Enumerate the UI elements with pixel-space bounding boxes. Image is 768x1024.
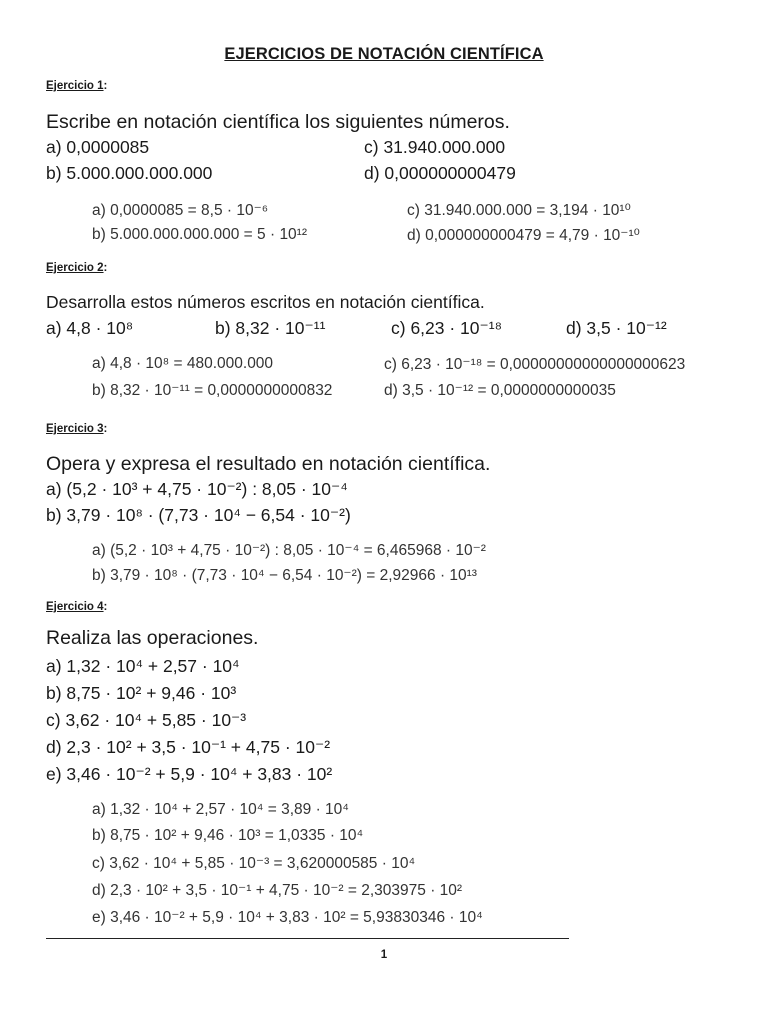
exercise-1-heading: Escribe en notación científica los siguientes números. [46,111,510,133]
exercise-4-item-e: e) 3,46 · 10⁻² + 5,9 · 10⁴ + 3,83 · 10² [46,764,333,784]
exercise-2-item-b: b) 8,32 · 10⁻¹¹ [215,318,326,338]
exercise-4-answer-e: e) 3,46 · 10⁻² + 5,9 · 10⁴ + 3,83 · 10² = 5,93830346 · 10⁴ [92,909,483,926]
exercise-1-label-text: Ejercicio 1 [46,80,104,92]
exercise-4-heading: Realiza las operaciones. [46,627,259,649]
exercise-3-item-a: a) (5,2 · 10³ + 4,75 · 10⁻²) : 8,05 · 10⁻⁴ [46,479,348,499]
exercise-2-heading: Desarrolla estos números escritos en notación científica. [46,292,485,312]
exercise-3-item-b: b) 3,79 · 10⁸ · (7,73 · 10⁴ − 6,54 · 10⁻²) [46,505,351,525]
footer-divider [46,938,569,939]
exercise-1-item-c: c) 31.940.000.000 [364,137,506,157]
exercise-2-answer-d: d) 3,5 · 10⁻¹² = 0,0000000000035 [384,382,616,399]
exercise-3-label-text: Ejercicio 3 [46,423,104,435]
exercise-2-item-a: a) 4,8 · 10⁸ [46,318,134,338]
exercise-2-answer-a: a) 4,8 · 10⁸ = 480.000.000 [92,355,274,372]
exercise-2-label-text: Ejercicio 2 [46,262,104,274]
exercise-1-item-d: d) 0,000000000479 [364,163,516,183]
exercise-1-answer-a: a) 0,0000085 = 8,5 · 10⁻⁶ [92,202,269,219]
exercise-1-item-b: b) 5.000.000.000.000 [46,163,213,183]
exercise-4-answer-c: c) 3,62 · 10⁴ + 5,85 · 10⁻³ = 3,620000585 · 10⁴ [92,855,416,872]
exercise-4-item-c: c) 3,62 · 10⁴ + 5,85 · 10⁻³ [46,710,247,730]
exercise-2-answer-c: c) 6,23 · 10⁻¹⁸ = 0,00000000000000000623 [384,356,686,373]
page-title: EJERCICIOS DE NOTACIÓN CIENTÍFICA [224,45,544,63]
exercise-4-label-text: Ejercicio 4 [46,601,104,613]
exercise-2-answer-b: b) 8,32 · 10⁻¹¹ = 0,0000000000832 [92,382,333,399]
exercise-1-answer-b: b) 5.000.000.000.000 = 5 · 10¹² [92,226,308,243]
exercise-4-answer-d: d) 2,3 · 10² + 3,5 · 10⁻¹ + 4,75 · 10⁻² = 2,303975 · 10² [92,882,463,899]
exercise-4-label: Ejercicio 4: [46,601,108,613]
exercise-2-label: Ejercicio 2: [46,262,108,274]
exercise-4-item-a: a) 1,32 · 10⁴ + 2,57 · 10⁴ [46,656,240,676]
exercise-4-answer-b: b) 8,75 · 10² + 9,46 · 10³ = 1,0335 · 10⁴ [92,827,364,844]
exercise-1-answer-c: c) 31.940.000.000 = 3,194 · 10¹⁰ [407,202,631,219]
exercise-2-item-d: d) 3,5 · 10⁻¹² [566,318,667,338]
exercise-2-item-c: c) 6,23 · 10⁻¹⁸ [391,318,502,338]
exercise-1-label: Ejercicio 1: [46,80,108,92]
exercise-4-item-d: d) 2,3 · 10² + 3,5 · 10⁻¹ + 4,75 · 10⁻² [46,737,331,757]
exercise-3-heading: Opera y expresa el resultado en notación científica. [46,453,491,475]
exercise-1-item-a: a) 0,0000085 [46,137,150,157]
exercise-1-answer-d: d) 0,000000000479 = 4,79 · 10⁻¹⁰ [407,227,640,244]
exercise-4-answer-a: a) 1,32 · 10⁴ + 2,57 · 10⁴ = 3,89 · 10⁴ [92,801,349,818]
exercise-4-item-b: b) 8,75 · 10² + 9,46 · 10³ [46,683,237,703]
exercise-3-label: Ejercicio 3: [46,423,108,435]
exercise-3-answer-b: b) 3,79 · 10⁸ · (7,73 · 10⁴ − 6,54 · 10⁻²) = 2,92966 · 10¹³ [92,567,477,584]
exercise-3-answer-a: a) (5,2 · 10³ + 4,75 · 10⁻²) : 8,05 · 10⁻⁴ = 6,465968 · 10⁻² [92,542,486,559]
page-number: 1 [380,949,388,961]
